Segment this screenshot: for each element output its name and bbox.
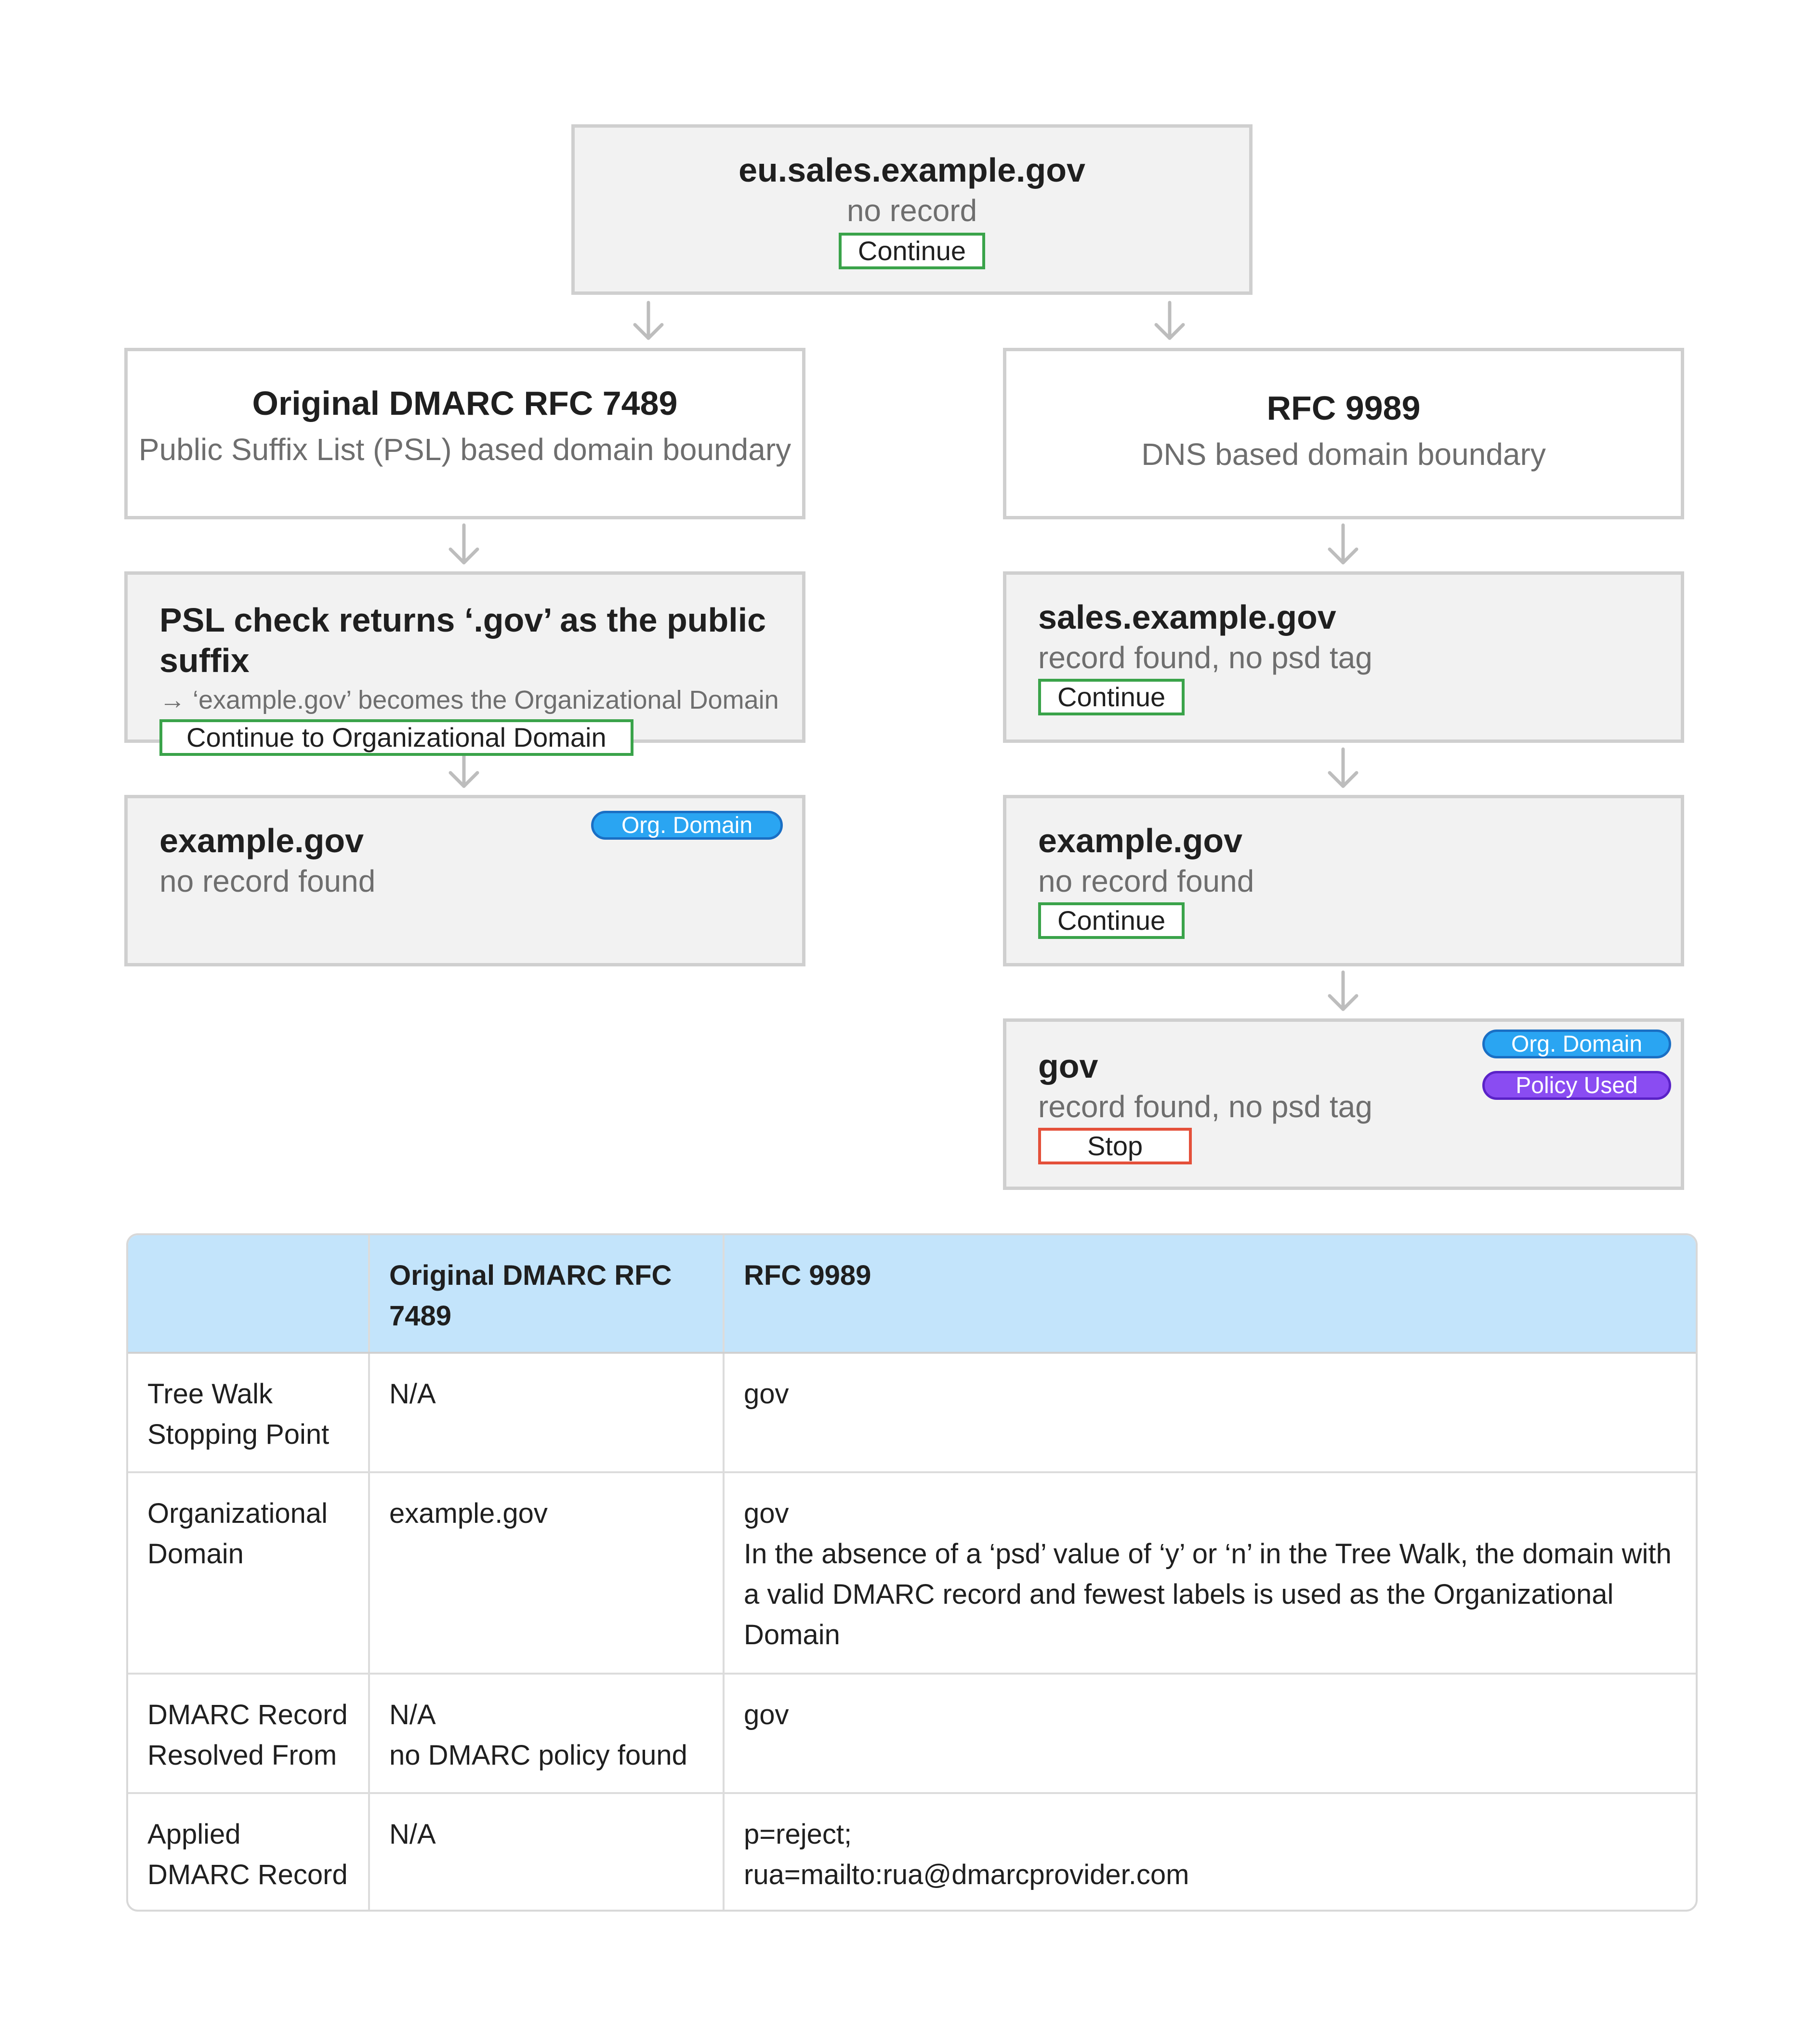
cell-line: N/A <box>389 1378 436 1410</box>
row-label: Organizational Domain <box>128 1473 370 1673</box>
table-header-cell: Original DMARC RFC 7489 <box>370 1235 725 1352</box>
org-domain-badge: Org. Domain <box>1482 1030 1671 1058</box>
right-header-title: RFC 9989 <box>1266 389 1421 427</box>
step2-domain: example.gov <box>1038 822 1243 859</box>
rfc7489-cell <box>370 1675 725 1792</box>
table-row <box>128 1675 1696 1794</box>
cell-line: no DMARC policy found <box>389 1740 687 1771</box>
step3-domain: gov <box>1038 1047 1098 1085</box>
psl-continue-tag: Continue to Organizational Domain <box>159 719 633 756</box>
step3-stop-tag: Stop <box>1038 1128 1192 1164</box>
left-header-subtitle: Public Suffix List (PSL) based domain boundary <box>138 432 791 467</box>
rfc7489-cell <box>370 1794 725 1912</box>
arrow-step1-to-step2 <box>1330 749 1357 786</box>
cell-line: N/A <box>389 1699 436 1730</box>
left-header-node <box>124 348 805 519</box>
cell-line: gov <box>744 1378 789 1410</box>
psl-check-node <box>124 571 805 752</box>
policy-used-badge: Policy Used <box>1482 1071 1671 1100</box>
left-header-title: Original DMARC RFC 7489 <box>252 384 678 422</box>
row-label: DMARC Record Resolved From <box>128 1675 370 1792</box>
arrow-step2-to-step3 <box>1330 972 1357 1009</box>
left-final-status: no record found <box>159 864 376 898</box>
table-header-cell <box>128 1235 370 1352</box>
psl-check-title: PSL check returns ‘.gov’ as the public suffix <box>159 601 766 679</box>
org-domain-badge: Org. Domain <box>591 811 783 840</box>
cell-line: p=reject; <box>744 1819 852 1850</box>
arrow-right-header-to-step1 <box>1330 525 1357 563</box>
step1-continue-tag: Continue <box>1038 679 1185 715</box>
table-row <box>128 1354 1696 1473</box>
psl-check-note: → ‘example.gov’ becomes the Organizational Domain <box>159 686 779 714</box>
rfc9989-cell <box>725 1675 1696 1792</box>
cell-line: gov <box>744 1498 789 1529</box>
rfc7489-cell <box>370 1473 725 1673</box>
cell-line: gov <box>744 1699 789 1730</box>
right-step3-node <box>1003 1018 1684 1190</box>
table-row <box>128 1794 1696 1912</box>
cell-line: example.gov <box>389 1498 548 1529</box>
arrow-left-header-to-psl <box>450 525 477 563</box>
left-final-domain: example.gov <box>159 822 364 859</box>
rfc9989-cell <box>725 1473 1696 1673</box>
right-step2-node <box>1003 795 1684 966</box>
row-label: Applied DMARC Record <box>128 1794 370 1912</box>
arrow-start-to-right <box>1156 303 1183 338</box>
cell-line: N/A <box>389 1819 436 1850</box>
step3-status: record found, no psd tag <box>1038 1089 1372 1124</box>
comparison-table <box>126 1233 1698 1912</box>
step1-status: record found, no psd tag <box>1038 640 1372 675</box>
rfc9989-cell <box>725 1354 1696 1471</box>
rfc9989-cell <box>725 1794 1696 1912</box>
left-final-node <box>124 795 805 966</box>
start-status: no record <box>846 193 977 228</box>
right-header-node <box>1003 348 1684 519</box>
right-step1-node <box>1003 571 1684 743</box>
row-label: Tree Walk Stopping Point <box>128 1354 370 1471</box>
right-header-subtitle: DNS based domain boundary <box>1141 437 1546 472</box>
rfc7489-cell <box>370 1354 725 1471</box>
arrow-start-to-left <box>635 303 662 338</box>
cell-line: rua=mailto:rua@dmarcprovider.com <box>744 1859 1189 1890</box>
start-continue-tag: Continue <box>839 233 985 269</box>
table-header-row <box>128 1235 1696 1354</box>
start-node <box>571 124 1253 295</box>
step1-domain: sales.example.gov <box>1038 598 1336 636</box>
table-header-cell: RFC 9989 <box>744 1260 871 1291</box>
start-domain: eu.sales.example.gov <box>739 151 1085 189</box>
cell-line: In the absence of a ‘psd’ value of ‘y’ or ‘n’ in the Tree Walk, the domain with a valid DMARC record and fewest labels is used as the Organizational Domain <box>744 1538 1672 1650</box>
table-row <box>128 1473 1696 1675</box>
step2-continue-tag: Continue <box>1038 902 1185 939</box>
step2-status: no record found <box>1038 864 1254 898</box>
